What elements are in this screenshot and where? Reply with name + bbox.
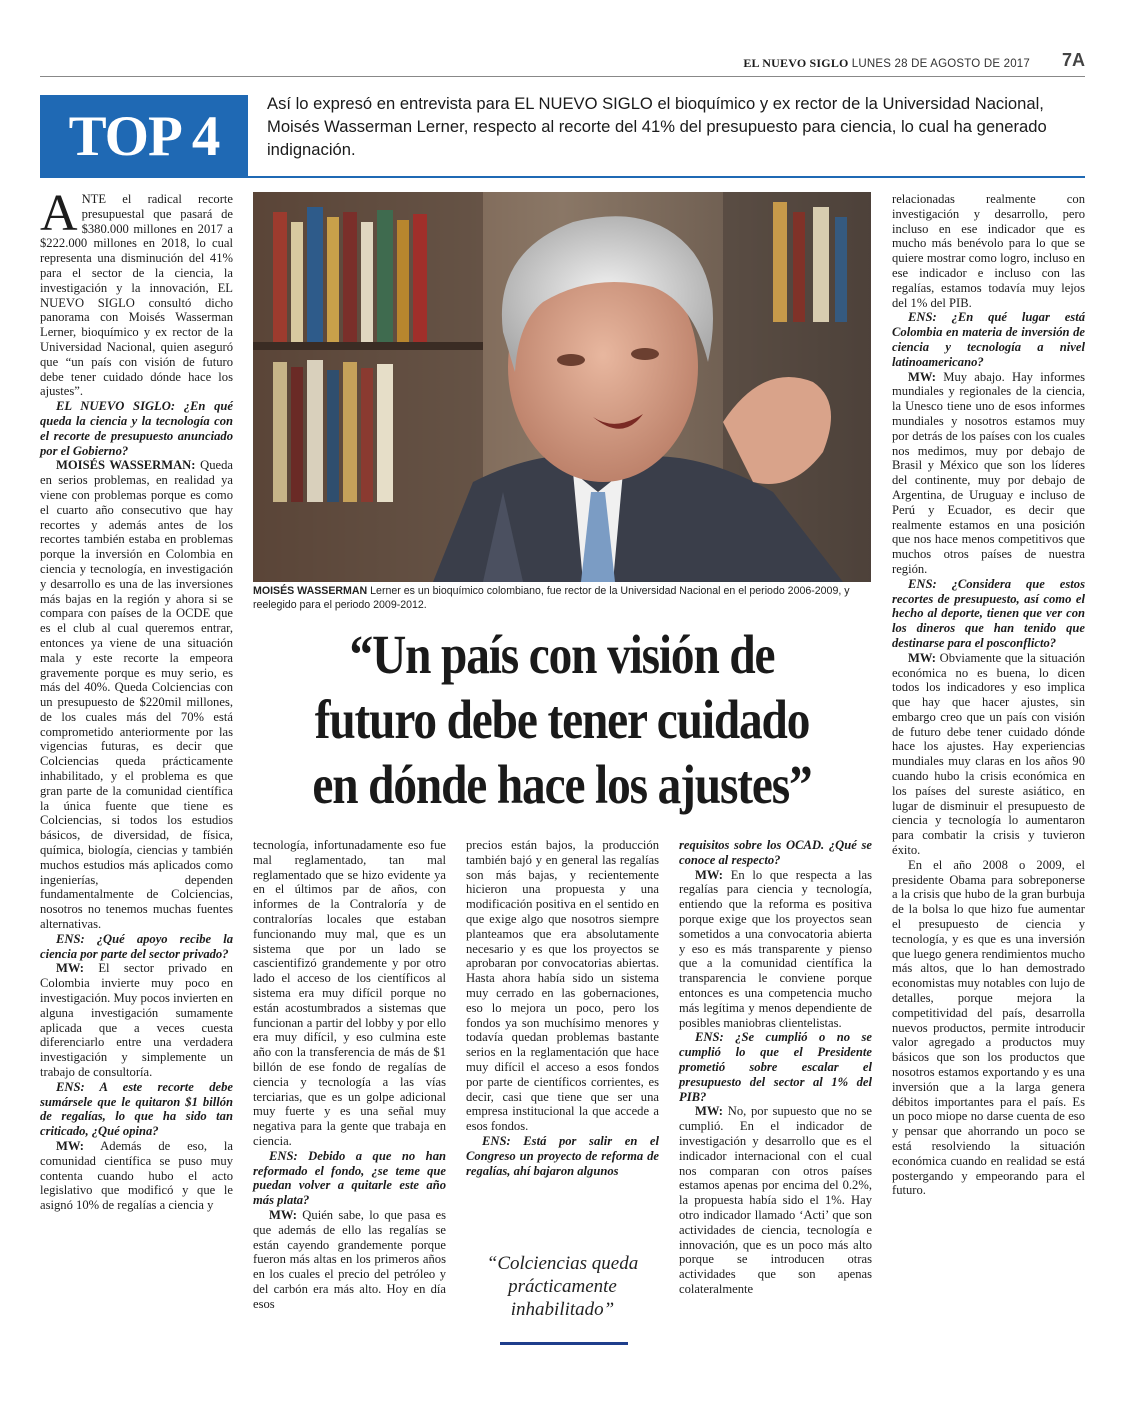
speaker: MW: [908,650,936,665]
speaker: MW: [56,1139,84,1153]
issue-date: LUNES 28 DE AGOSTO DE 2017 [851,58,1030,70]
answer-4-continued: precios están bajos, la producción también bajó y en general las regalías son más bajas, y recientemente hicieron una propuesta y una modificación positiva en el sentido en que exige algo que nosotros siempre planteamos que era absolutamente necesario y es que los proyectos se aprobaran por convocatorias abiertas. Hasta ahora había sido un sistema muy cerrado en las gobernaciones, eso lo mejora un poco, pero los fondos ya son muchísimo menores y todavía quedan problemas bastante serios en la reglamentación que hace muy difícil el acceso a esos fondos por parte de científicos corrientes, es decir, casi que tiene que ser una empresa institucional la que accede a esos fondos. [466,838,659,1134]
question-8: ENS: ¿Considera que estos recortes de presupuesto, así como el hecho al deporte, tienen que ver con los dineros que han tenido que destinarse para el posconflicto? [892,576,1085,650]
article-deck: Así lo expresó en entrevista para EL NUEVO SIGLO el bioquímico y ex rector de la Universidad Nacional, Moisés Wasserman Lerner, respecto al recorte del 41% del presupuesto para ciencia, lo cual ha generado indignación. [267,94,1047,159]
answer-6: MW: No, por supuesto que no se cumplió. En el indicador de investigación y desarrollo que es el indicador internacional con el cual nos comparan con otros países estamos apenas por encima del 0.2%, la propuesta había sido el 1%. Hay otro indicador llamado ‘Acti’ que son actividades de ciencia, tecnología e innovación, que es un poco más alto porque se introducen otras actividades que son apenas colateralmente [679,1104,872,1296]
drop-cap: A [40,185,78,242]
question-2: ENS: ¿Qué apoyo recibe la ciencia por parte del sector privado? [40,931,233,961]
question-1: EL NUEVO SIGLO: ¿En qué queda la ciencia y la tecnología con el recorte de presupuesto anunciado por el Gobierno? [40,399,233,458]
question-4: ENS: Debido a que no han reformado el fondo, ¿se teme que puedan volver a quitarle este año más plata? [253,1148,446,1208]
photo-image [253,192,871,582]
question-5: ENS: Está por salir en el Congreso un proyecto de reforma de regalías, ahí bajaron algunos [466,1133,659,1178]
caption-text: Lerner es un bioquímico colombiano, fue rector de la Universidad Nacional en el periodo 2006-2009, y reelegido para el periodo 2009-2012. [253,585,850,611]
section-rule [40,176,1085,178]
article-column-5 [892,192,1085,1198]
answer-5: MW: En lo que respecta a las regalías para ciencia y tecnología, entiendo que la reforma es positiva porque exige que los proyectos sean sometidos a una convocatoria abierta y eso es más transparente y pienso que a la comunidad científica la transparencia le conviene porque entonces es una competencia mucho más legítima y menos dependiente de posibles maniobras clientelistas. [679,867,872,1030]
answer-8-part-2: En el año 2008 o 2009, el presidente Obama para sobreponerse a la crisis que hubo de la gran burbuja de la bolsa lo que hizo fue aumentar el presupuesto de ciencia y tecnología, y es que es una inversión que luego genera rendimientos mucho más altos, que lo han demostrado economistas muy notables con lujo de detalles, porque mejora la competitividad del país, desarrolla nuevos productos, permite introducir valor agregado a productos muy básicos que son los productos que nosotros estamos exportando y es una inversión que a la larga genera débitos importantes para el país. Es un poco miope no darse cuenta de eso y pensar que ahorrando un poco se está resolviendo la situación económica cuando en realidad se está postergando y empeorando para el futuro. [892,857,1085,1198]
publication-name: EL NUEVO SIGLO [743,56,849,70]
publication-dateline [743,56,1030,71]
question-3: ENS: A este recorte debe sumársele que le quitaron $1 billón de regalías, lo que ha sido tan criticado, ¿Qué opina? [40,1079,233,1139]
question-6: ENS: ¿Se cumplió o no se cumplió lo que el Presidente prometió sobre escalar el presupuesto del sector al 1% del PIB? [679,1030,872,1104]
photo-caption [253,584,871,612]
answer-6-continued: relacionadas realmente con investigación y desarrollo, pero incluso en ese indicador que es mucho más benévolo para lo que se quiere mostrar como logro, incluso en ese indicador e incluso con las regalías, estamos todavía muy lejos del 1% del PIB. [892,192,1085,310]
article-column-4 [679,838,872,1297]
header-rule [40,76,1085,77]
article-column-2 [253,838,446,1312]
speaker: MW: [695,1104,723,1119]
caption-name: MOISÉS WASSERMAN [253,585,368,597]
answer-3: MW: Además de eso, la comunidad científica se puso muy contenta cuando hubo el acto legislativo que modificó y que le asignó 10% de regalías a ciencia y [40,1139,233,1213]
page-header [40,46,1085,78]
speaker: MW: [908,369,936,384]
answer-4: MW: Quién sabe, lo que pasa es que además de ello las regalías se están cayendo grandemente porque fueron más altas en los primeros años en los cuales el precio del petróleo y del carbón era más alto. Hoy en día esos [253,1207,446,1311]
article-intro: ANTE el radical recorte presupuestal que pasará de $380.000 millones en 2017 a $222.000 millones en 2018, lo cual representa una disminución del 41% para el sector de la ciencia, la investigación y la innovación, EL NUEVO SIGLO consultó dicho panorama con Moisés Wasserman Lerner, bioquímico y ex rector de la Universidad Nacional, quien aseguró que “un país con visión de futuro debe tener cuidado dónde hace los ajustes”. [40,185,233,399]
answer-1: MOISÉS WASSERMAN: Queda en serios problemas, en realidad ya viene con problemas porque es como el cuarto año consecutivo que hay recortes y además antes de los recortes también estaba en problemas porque la inversión en Colombia en ciencia y tecnología, en investigación y desarrollo es una de las inversiones más bajas en la región y ahora si se compara con países de la OCDE que es el club al cual queremos entrar, entonces ya viene de una situación mala y este recorte la empeora gravemente porque es muy serio, es más del 40%. Queda Colciencias con un presupuesto de $220mil millones, de los cuales más del 70% está comprometido anteriormente por las vigencias futuras, es decir que Colciencias queda prácticamente inhabilitado, y el problema es que gran parte de la comunidad científica la única fuente que tiene es Colciencias, si todos los estudios básicos, de diversidad, de física, química, biología, ciencias y también muchos estudios más aplicados como ingenierías, dependen fundamentalmente de Colciencias, nosotros no tenemos muchas fuentes alternativas. [40,458,233,932]
question-7: ENS: ¿En qué lugar está Colombia en materia de inversión de ciencia y tecnología a nivel latinoamericano? [892,310,1085,369]
answer-3-continued: tecnología, infortunadamente eso fue mal reglamentado, tan mal reglamentado que se hizo evidente ya en el últimos par de años, con informes de la Contraloría y de contralorías locales que estaban funcionando muy mal, que es un sistema que por un lado se cascientifizó grandemente y por otro lado el acceso de los científicos al sistema era muy difícil porque no están acostumbrados a sistemas que funcionan a partir del lobby y por ello era muy difícil, y eso culmina este año con la transferencia de más de $1 billón de ese fondo de regalías de ciencia y tecnología a las vías terciarias, que es un golpe adicional muy fuerte y es una señal muy negativa para la gente que trabaja en ciencia. [253,838,446,1148]
answer-2: MW: El sector privado en Colombia invierte muy poco en investigación. Muy pocos invierten en alguna investigación sumamente aplicada que a veces cuesta diferenciarlo entre una verdadera investigación y simplemente un trabajo de consultoría. [40,961,233,1080]
pull-quote-rule [500,1342,628,1345]
section-tag: TOP 4 [40,95,248,177]
speaker: MW: [695,867,723,882]
speaker: MW: [56,961,84,976]
article-column-3 [466,838,659,1178]
article-headline: “Un país con visión de futuro debe tener cuidado en dónde hace los ajustes” [312,624,812,815]
page-number: 7A [1061,50,1085,70]
speaker: MOISÉS WASSERMAN: [56,458,196,473]
speaker: MW: [269,1207,297,1222]
pull-quote: “Colciencias queda prácticamente inhabilitado” [486,1253,639,1320]
answer-8: MW: Obviamente que la situación económica no es buena, lo dicen todos los indicadores y eso implica que hay que hacer ajustes, sin embargo creo que un país con visión de futuro debe tener cuidado dónde hace los ajustes. Hay experiencias mundiales muy claras en los años 90 cuando hubo la crisis económica en los países del sureste asiático, en lugar de disminuir el presupuesto de ciencia y tecnología lo aumentaron para combatir la crisis y tuvieron éxito. [892,650,1085,858]
portrait-photo [253,192,871,582]
article-column-1 [40,185,233,1213]
question-5-continued: requisitos sobre los OCAD. ¿Qué se conoce al respecto? [679,838,872,867]
answer-7: MW: Muy abajo. Hay informes mundiales y regionales de la ciencia, la Unesco tiene uno de esos informes mundiales y nosotros estamos muy por detrás de los países con los cuales nos medimos, muy por debajo de Brasil y México que son los líderes del continente, muy por debajo de Argentina, de Uruguay e incluso de Perú y Ecuador, es decir que realmente estamos en una posición que nos hace menos competitivos que muchos otros países de nuestra región. [892,369,1085,576]
